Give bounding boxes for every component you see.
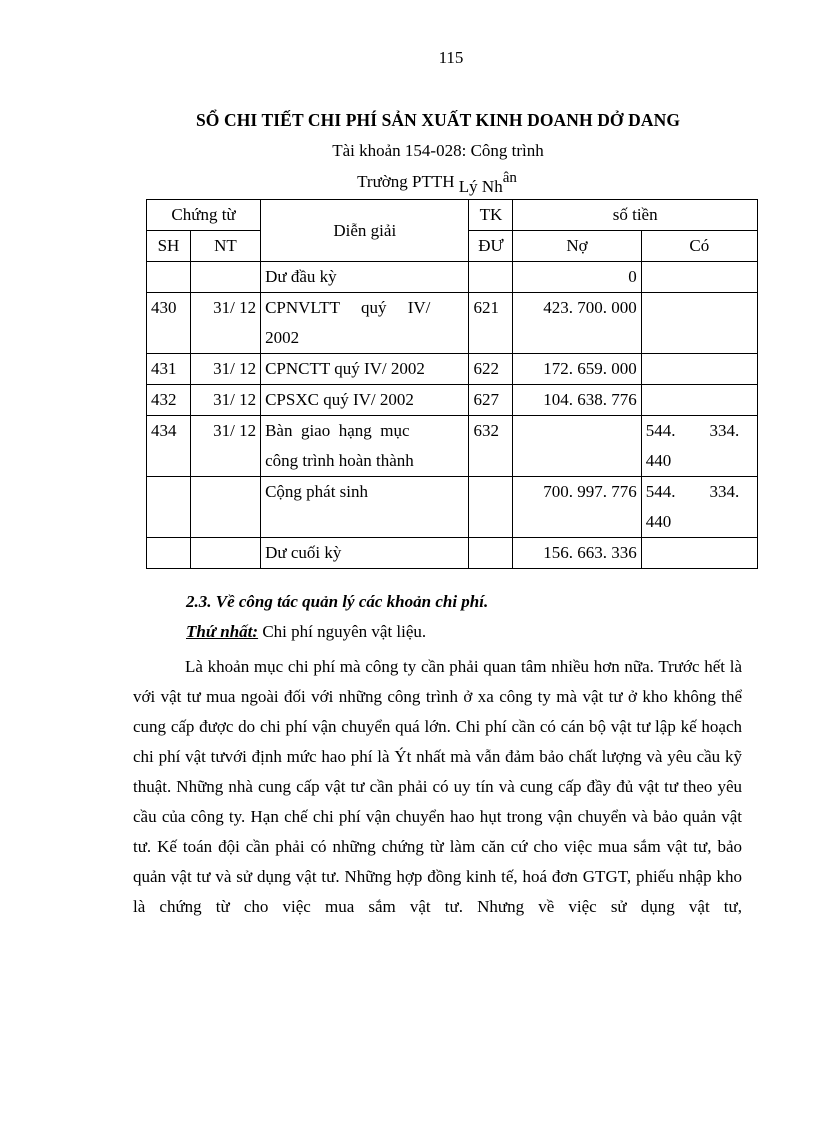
cell-co <box>641 477 757 538</box>
lead-text: Chi phí nguyên vật liệu. <box>258 622 427 641</box>
table-row <box>147 293 758 354</box>
table-row <box>147 354 758 385</box>
lead-line <box>186 622 426 642</box>
project-name-part3: ân <box>502 170 517 186</box>
cell-tk: 627 <box>469 385 513 416</box>
cell-no: 172. 659. 000 <box>513 354 641 385</box>
cell-desc: CPSXC quý IV/ 2002 <box>261 385 469 416</box>
table-row-closing <box>147 538 758 569</box>
cell-nt <box>190 262 260 293</box>
cell-nt: 31/ 12 <box>190 354 260 385</box>
cell-nt: 31/ 12 <box>190 293 260 354</box>
cell-tk: 621 <box>469 293 513 354</box>
cell-tk <box>469 262 513 293</box>
cell-no: 104. 638. 776 <box>513 385 641 416</box>
page-number: 115 <box>438 48 464 67</box>
lead-label: Thứ nhất: <box>186 622 259 641</box>
cell-tk: 622 <box>469 354 513 385</box>
cell-nt: 31/ 12 <box>190 385 260 416</box>
cell-desc-line: 2002 <box>265 328 300 347</box>
header-sh: SH <box>147 231 191 262</box>
cell-no <box>513 416 641 477</box>
cell-desc <box>261 416 469 477</box>
cell-no: 700. 997. 776 <box>513 477 641 538</box>
table-header-row <box>147 200 758 231</box>
cell-sh <box>147 538 191 569</box>
cell-desc: Dư cuối kỳ <box>261 538 469 569</box>
cell-co-line: 440 <box>645 451 672 470</box>
cell-desc-line: Bàn giao hạng mục <box>265 421 410 440</box>
body-paragraph: Là khoản mục chi phí mà công ty cần phải quan tâm nhiều hơn nữa. Trước hết là với vật tư mua ngoài đối với những công trình ở xa công ty mà vật tư ở kho không thể cung cấp được do chi phí vận chuyển quá lớn. Chi phí cần có cán bộ vật tư lập kế hoạch chi phí vật tưvới định mức hao phí là Ýt nhất mà vẫn đảm bảo chất lượng và yêu cầu kỹ thuật. Những nhà cung cấp vật tư cần phải có uy tín và cung cấp đầy đủ vật tư theo yêu cầu của công ty. Hạn chế chi phí vận chuyển hao hụt trong vận chuyển và bảo quản vật tư. Kế toán đội cần phải có những chứng từ làm căn cứ cho việc mua sắm vật tư, bảo quản vật tư và sử dụng vật tư. Những hợp đồng kinh tế, hoá đơn GTGT, phiếu nhập kho là chứng từ cho việc mua sắm vật tư. Nhưng về việc sử dụng vật tư, <box>133 657 742 916</box>
table-row-opening <box>147 262 758 293</box>
header-nt: NT <box>190 231 260 262</box>
cell-tk <box>469 477 513 538</box>
cell-tk: 632 <box>469 416 513 477</box>
cell-co-line: 544. 334. <box>645 482 740 501</box>
header-tk: TK <box>469 200 513 231</box>
table-row <box>147 385 758 416</box>
cell-nt <box>190 477 260 538</box>
header-co: Có <box>641 231 757 262</box>
cell-no: 0 <box>513 262 641 293</box>
table-row <box>147 416 758 477</box>
section-heading: 2.3. Về công tác quản lý các khoản chi phí. <box>186 592 489 611</box>
ledger-title: SỔ CHI TIẾT CHI PHÍ SẢN XUẤT KINH DOANH DỞ DANG <box>195 110 681 130</box>
cell-desc: CPNCTT quý IV/ 2002 <box>261 354 469 385</box>
cell-desc: Cộng phát sinh <box>261 477 469 538</box>
cell-co <box>641 354 757 385</box>
cell-desc: Dư đầu kỳ <box>261 262 469 293</box>
header-du: ĐƯ <box>469 231 513 262</box>
cell-co-line: 544. 334. <box>645 421 740 440</box>
cell-sh <box>147 262 191 293</box>
table-row-total <box>147 477 758 538</box>
cell-desc-line: công trình hoàn thành <box>265 451 414 470</box>
cell-no: 156. 663. 336 <box>513 538 641 569</box>
project-name-part2: Lý Nh <box>458 177 503 196</box>
cell-sh: 430 <box>147 293 191 354</box>
cell-nt <box>190 538 260 569</box>
cell-co <box>641 416 757 477</box>
cell-co <box>641 293 757 354</box>
cell-co <box>641 385 757 416</box>
ledger-table <box>146 199 758 569</box>
ledger-project-line <box>0 170 816 196</box>
cell-no: 423. 700. 000 <box>513 293 641 354</box>
ledger-account-line: Tài khoản 154-028: Công trình <box>332 141 544 160</box>
cell-co-line: 440 <box>645 512 672 531</box>
header-no: Nợ <box>513 231 641 262</box>
cell-sh: 434 <box>147 416 191 477</box>
cell-desc <box>261 293 469 354</box>
header-chung-tu: Chứng từ <box>147 200 261 231</box>
cell-sh <box>147 477 191 538</box>
cell-tk <box>469 538 513 569</box>
cell-co <box>641 262 757 293</box>
cell-desc-line: CPNVLTT quý IV/ <box>265 298 431 317</box>
cell-sh: 431 <box>147 354 191 385</box>
cell-nt: 31/ 12 <box>190 416 260 477</box>
body-text <box>133 652 742 922</box>
header-dien-giai: Diễn giải <box>261 200 469 262</box>
project-name-part1: Trường PTTH <box>357 172 459 191</box>
cell-sh: 432 <box>147 385 191 416</box>
cell-co <box>641 538 757 569</box>
header-so-tien: số tiền <box>513 200 758 231</box>
